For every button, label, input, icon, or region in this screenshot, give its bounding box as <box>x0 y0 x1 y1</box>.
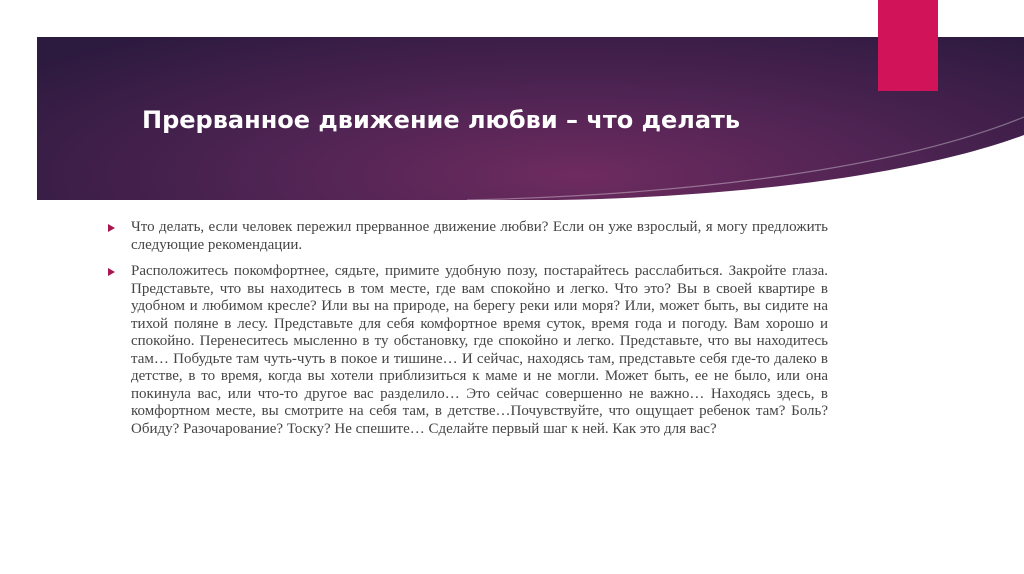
bullet-item <box>108 263 828 438</box>
bullet-text: Расположитесь покомфортнее, сядьте, примите удобную позу, постарайтесь расслабиться. Закройте глаза. Представьте, что вы находитесь в том месте, где вам спокойно и легко. Что это? Вы в своей квартире в удобном и любимом кресле? Или вы на природе, на берегу реки или моря? Или, может быть, вы сидите на тихой поляне в лесу. Представьте для себя комфортное время суток, время года и погоду. Вам хорошо и спокойно. Перенеситесь мысленно в ту обстановку, где спокойно и легко. Представьте, что вы находитесь там… Побудьте там чуть-чуть в покое и тишине… И сейчас, находясь там, представьте себя где-то далеко в детстве, в то время, когда вы хотели приблизиться к маме и не могли. Может быть, ее не было, или она покинула вас, или что-то другое вас разделило… Это сейчас совершенно не важно… Находясь здесь, в комфортном месте, вы смотрите на себя там, в детстве…Почувствуйте, что ощущает ребенок там? Боль? Обиду? Разочарование? Тоску? Не спешите… Сделайте первый шаг к ней. Как это для вас? <box>131 263 828 437</box>
bullet-list <box>108 219 828 447</box>
accent-block <box>878 0 938 91</box>
bullet-item <box>108 219 828 254</box>
bullet-text: Что делать, если человек пережил прерванное движение любви? Если он уже взрослый, я могу предложить следующие рекомендации. <box>131 219 828 253</box>
triangle-bullet-icon <box>108 224 115 232</box>
triangle-bullet-icon <box>108 268 115 276</box>
slide-title: Прерванное движение любви – что делать <box>142 106 741 134</box>
